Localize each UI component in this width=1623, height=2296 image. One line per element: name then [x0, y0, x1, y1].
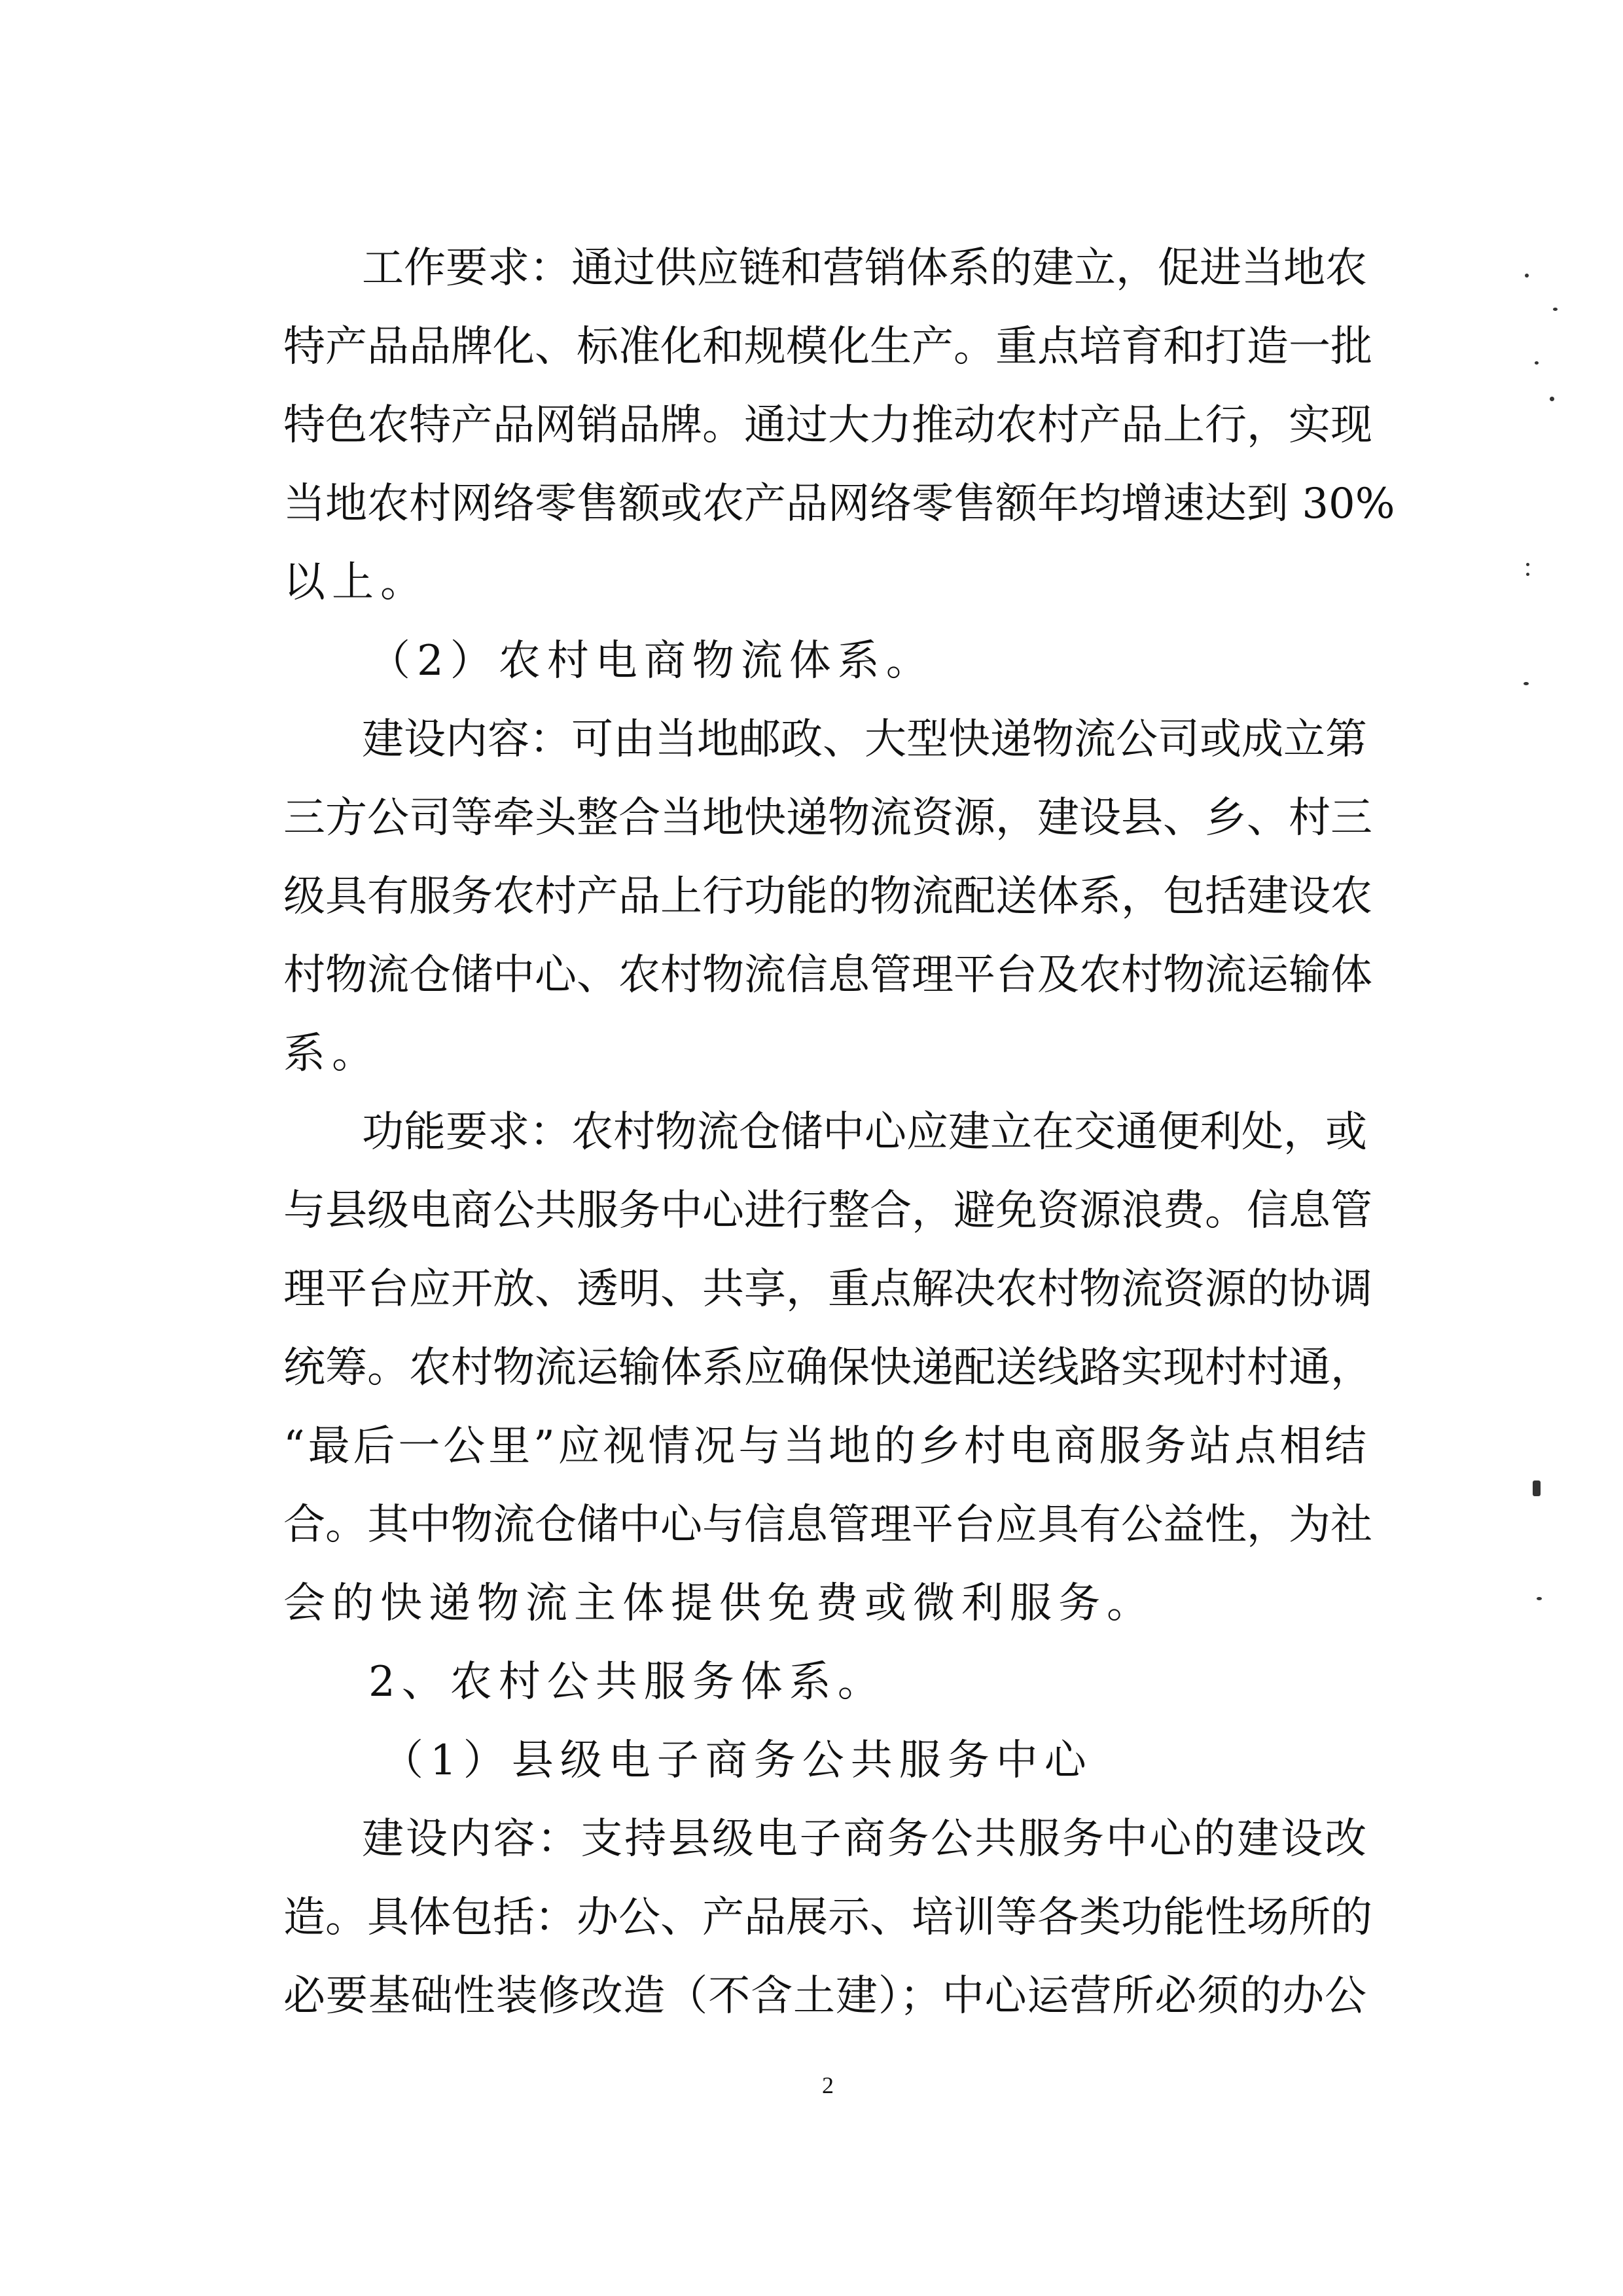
- scan-speck: [1550, 397, 1554, 401]
- scan-speck: [1533, 1480, 1541, 1496]
- section-heading: （2）农村电商物流体系。: [368, 637, 935, 685]
- scan-speck: [1526, 563, 1529, 566]
- paragraph-line: 三方公司等牵头整合当地快递物流资源，建设县、乡、村三: [283, 794, 1372, 842]
- paragraph-line: 造。具体包括：办公、产品展示、培训等各类功能性场所的: [283, 1893, 1372, 1942]
- scan-speck: [1535, 361, 1539, 365]
- paragraph-line: 特产品品牌化、标准化和规模化生产。重点培育和打造一批: [283, 323, 1372, 371]
- paragraph-line: 会的快递物流主体提供免费或微利服务。: [283, 1579, 1155, 1628]
- paragraph-line: 必要基础性装修改造（不含土建）；中心运营所必须的办公: [283, 1972, 1366, 2020]
- subsection-heading: （1）县级电子商务公共服务中心: [382, 1736, 1093, 1785]
- scan-speck: [1537, 1597, 1542, 1600]
- paragraph-line: 当地农村网络零售额或农产品网络零售额年均增速达到 30%: [283, 480, 1395, 528]
- paragraph-line: 统筹。农村物流运输体系应确保快递配送线路实现村村通，: [283, 1344, 1372, 1392]
- scan-speck: [1525, 274, 1529, 278]
- paragraph-line: 建设内容：可由当地邮政、大型快递物流公司或成立第: [362, 715, 1367, 764]
- paragraph-line: 系。: [283, 1030, 380, 1078]
- paragraph-line: 与县级电商公共服务中心进行整合，避免资源浪费。信息管: [283, 1187, 1372, 1235]
- paragraph-line: 村物流仓储中心、农村物流信息管理平台及农村物流运输体: [283, 951, 1372, 999]
- paragraph-line: 建设内容：支持县级电子商务公共服务中心的建设改: [362, 1815, 1366, 1863]
- paragraph-line: 级具有服务农村产品上行功能的物流配送体系，包括建设农: [283, 872, 1372, 921]
- paragraph-line: “最后一公里”应视情况与当地的乡村电商服务站点相结: [283, 1422, 1366, 1471]
- paragraph-line: 功能要求：农村物流仓储中心应建立在交通便利处，或: [362, 1108, 1367, 1157]
- section-heading: 2、农村公共服务体系。: [368, 1658, 886, 1706]
- scan-speck: [1526, 573, 1529, 576]
- paragraph-line: 工作要求：通过供应链和营销体系的建立，促进当地农: [362, 244, 1367, 293]
- scan-speck: [1524, 682, 1529, 685]
- paragraph-line: 以上。: [283, 558, 429, 607]
- scan-speck: [1553, 308, 1558, 311]
- paragraph-line: 理平台应开放、透明、共享，重点解决农村物流资源的协调: [283, 1265, 1372, 1314]
- paragraph-line: 合。其中物流仓储中心与信息管理平台应具有公益性，为社: [283, 1501, 1372, 1549]
- page-number: 2: [822, 2072, 834, 2098]
- paragraph-line: 特色农特产品网销品牌。通过大力推动农村产品上行，实现: [283, 401, 1372, 450]
